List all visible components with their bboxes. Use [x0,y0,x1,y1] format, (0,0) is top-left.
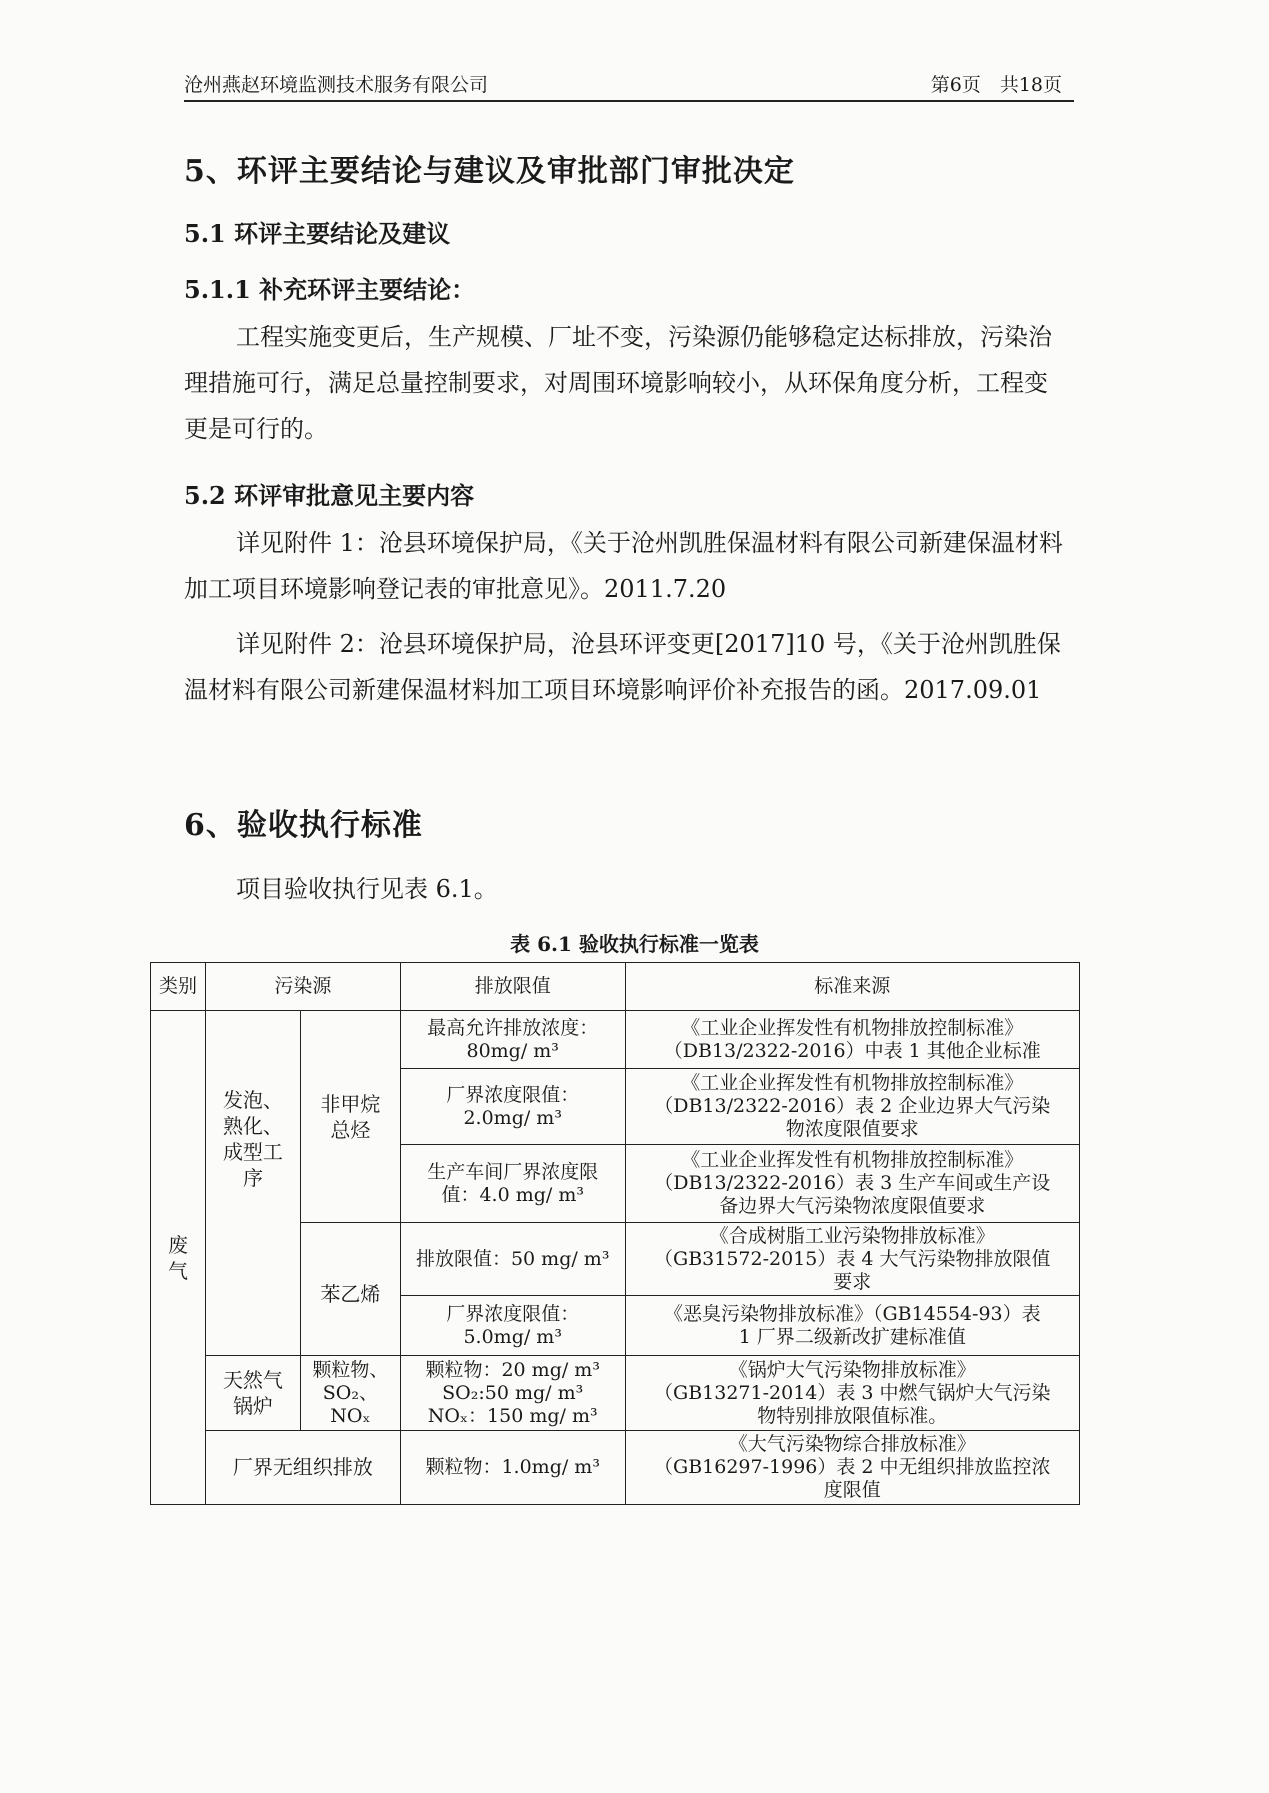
limit-cell: 最高允许排放浓度： 80mg/ m³ [400,1011,625,1069]
fugitive-cell: 厂界无组织排放 [205,1431,400,1505]
section-5-2-text-2: 详见附件 2：沧县环境保护局，沧县环评变更[2017]10 号，《关于沧州凯胜保温材料有限公司新建保温材料加工项目环境影响评价补充报告的函。2017.09.01 [184,630,1061,704]
limit-cell: 颗粒物：1.0mg/ m³ [400,1431,625,1505]
standard-cell: 《大气污染物综合排放标准》 （GB16297-1996）表 2 中无组织排放监控浓 度限值 [625,1431,1079,1505]
section-5-2-title: 5.2 环评审批意见主要内容 [184,481,475,510]
boiler-pollutant-cell: 颗粒物、 SO₂、 NOₓ [300,1356,400,1431]
section-5-1-1-text: 工程实施变更后，生产规模、厂址不变，污染源仍能够稳定达标排放，污染治理措施可行，满足总量控制要求，对周围环境影响较小，从环保角度分析，工程变更是可行的。 [184,323,1052,443]
header-category: 类别 [151,963,206,1011]
standards-table [150,962,1080,1505]
standard-cell: 《工业企业挥发性有机物排放控制标准》 （DB13/2322-2016）表 3 生产车间或生产设 备边界大气污染物浓度限值要求 [625,1145,1079,1223]
page-header [184,68,1074,102]
section-5-1-title: 5.1 环评主要结论及建议 [184,219,451,248]
standard-cell: 《工业企业挥发性有机物排放控制标准》 （DB13/2322-2016）中表 1 其他企业标准 [625,1011,1079,1069]
header-source: 污染源 [205,963,400,1011]
section-5-title: 5、环评主要结论与建议及审批部门审批决定 [184,154,795,189]
table-row [151,1011,1080,1069]
page-number: 第6页 共18页 [930,74,1062,96]
company-name: 沧州燕赵环境监测技术服务有限公司 [184,74,489,96]
styrene-cell: 苯乙烯 [300,1223,400,1356]
header-limit: 排放限值 [400,963,625,1011]
category-cell: 废气 [151,1011,206,1505]
standard-cell: 《锅炉大气污染物排放标准》 （GB13271-2014）表 3 中燃气锅炉大气污染 物特别排放限值标准。 [625,1356,1079,1431]
header-standard: 标准来源 [625,963,1079,1011]
section-6-title: 6、验收执行标准 [184,808,423,843]
table-caption: 表 6.1 验收执行标准一览表 [510,932,759,956]
section-6-intro: 项目验收执行见表 6.1。 [236,875,498,903]
section-5-2-text-1: 详见附件 1：沧县环境保护局，《关于沧州凯胜保温材料有限公司新建保温材料加工项目环境影响登记表的审批意见》。2011.7.20 [184,529,1063,603]
limit-cell: 厂界浓度限值： 5.0mg/ m³ [400,1296,625,1356]
nmhc-cell: 非甲烷总烃 [300,1011,400,1223]
table-header-row [151,963,1080,1011]
limit-cell: 生产车间厂界浓度限 值：4.0 mg/ m³ [400,1145,625,1223]
section-5-1-1-title: 5.1.1 补充环评主要结论： [184,275,476,304]
limit-cell: 颗粒物：20 mg/ m³ SO₂:50 mg/ m³ NOₓ：150 mg/ m³ [400,1356,625,1431]
process-cell: 发泡、熟化、成型工序 [205,1011,300,1356]
limit-cell: 排放限值：50 mg/ m³ [400,1223,625,1296]
standard-cell: 《合成树脂工业污染物排放标准》 （GB31572-2015）表 4 大气污染物排放限值 要求 [625,1223,1079,1296]
boiler-cell: 天然气锅炉 [205,1356,300,1431]
standard-cell: 《恶臭污染物排放标准》（GB14554-93）表 1 厂界二级新改扩建标准值 [625,1296,1079,1356]
limit-cell: 厂界浓度限值： 2.0mg/ m³ [400,1069,625,1145]
table-row [151,1356,1080,1431]
table-row [151,1431,1080,1505]
standard-cell: 《工业企业挥发性有机物排放控制标准》 （DB13/2322-2016）表 2 企业边界大气污染 物浓度限值要求 [625,1069,1079,1145]
